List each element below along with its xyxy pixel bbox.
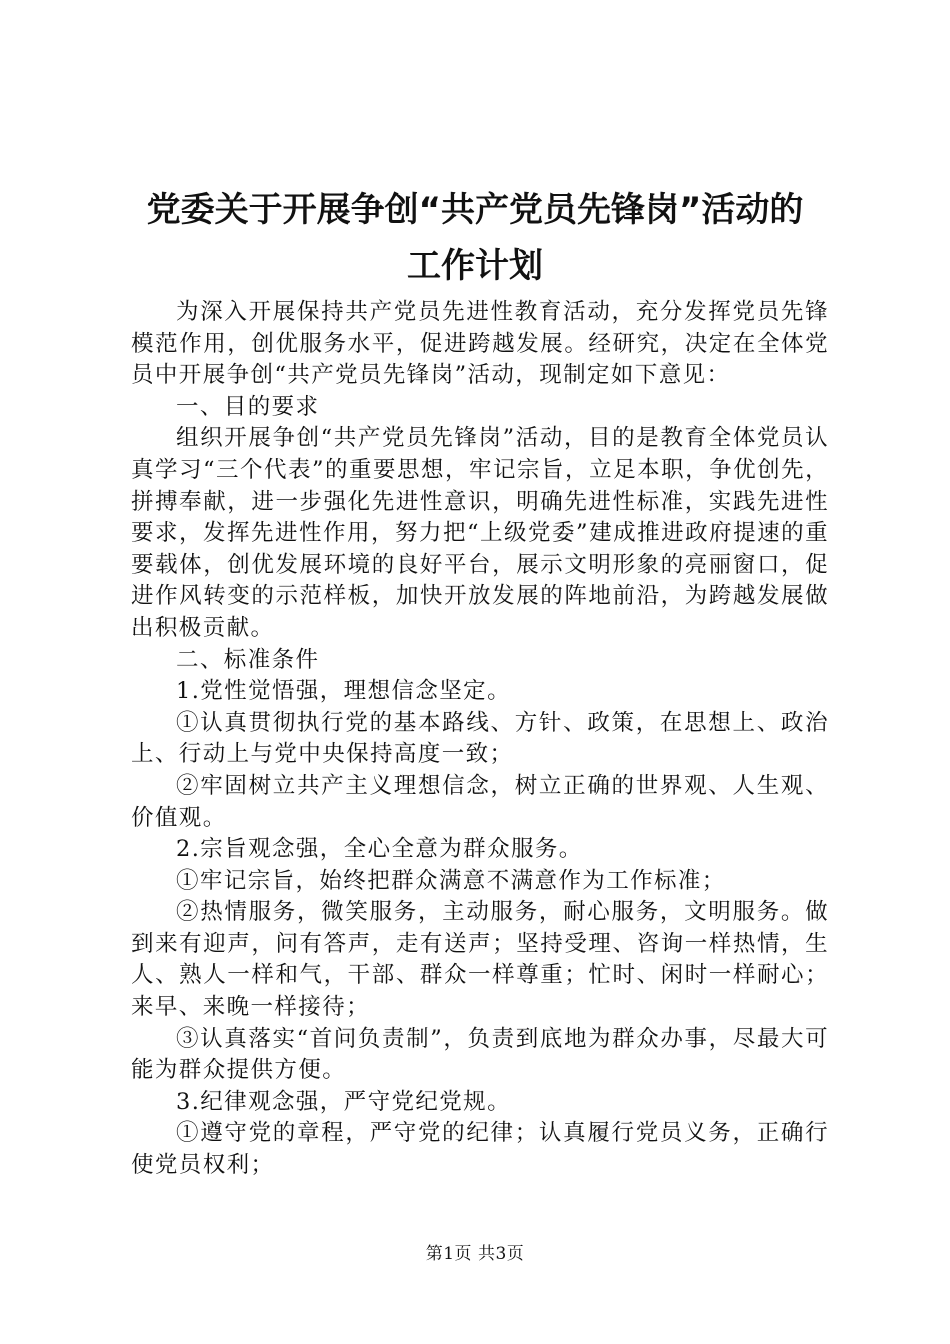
document-body: [131, 297, 829, 1182]
standard-item-3: 3.纪律观念强，严守党纪党规。: [176, 1088, 511, 1115]
standard-1-point-2: ②牢固树立共产主义理想信念，树立正确的世界观、人生观、价值观。: [131, 772, 829, 831]
standard-2-point-1: ①牢记宗旨，始终把群众满意不满意作为工作标准；: [176, 867, 726, 894]
document-title-line-1: 党委关于开展争创“共产党员先锋岗”活动的: [146, 190, 804, 230]
standard-2-point-3: ③认真落实“首问负责制”，负责到底地为群众办事，尽最大可能为群众提供方便。: [131, 1025, 829, 1084]
document-title-line-2: 工作计划: [407, 246, 543, 286]
standard-3-point-1: ①遵守党的章程，严守党的纪律；认真履行党员义务，正确行使党员权利；: [131, 1120, 829, 1179]
section-heading-standards: 二、标准条件: [176, 646, 320, 673]
page-footer: 第1页 共3页: [425, 1244, 525, 1264]
standard-item-2: 2.宗旨观念强，全心全意为群众服务。: [176, 836, 583, 863]
intro-paragraph: 为深入开展保持共产党员先进性教育活动，充分发挥党员先锋模范作用，创优服务水平，促进跨越发展。经研究，决定在全体党员中开展争创“共产党员先锋岗”活动，现制定如下意见：: [131, 299, 829, 389]
standard-2-point-2: ②热情服务，微笑服务，主动服务，耐心服务，文明服务。做到来有迎声，问有答声，走有送声；坚持受理、咨询一样热情，生人、熟人一样和气，干部、群众一样尊重；忙时、闲时一样耐心；来早、来晚一样接待；: [131, 899, 829, 1021]
standard-1-point-1: ①认真贯彻执行党的基本路线、方针、政策，在思想上、政治上、行动上与党中央保持高度一致；: [131, 709, 829, 768]
purpose-paragraph: 组织开展争创“共产党员先锋岗”活动，目的是教育全体党员认真学习“三个代表”的重要思想，牢记宗旨，立足本职，争优创先，拼搏奉献，进一步强化先进性意识，明确先进性标准，实践先进性要求，发挥先进性作用，努力把“上级党委”建成推进政府提速的重要载体，创优发展环境的良好平台，展示文明形象的亮丽窗口，促进作风转变的示范样板，加快开放发展的阵地前沿，为跨越发展做出积极贡献。: [131, 425, 829, 641]
standard-item-1: 1.党性觉悟强，理想信念坚定。: [176, 678, 511, 705]
section-heading-purpose: 一、目的要求: [176, 393, 320, 420]
